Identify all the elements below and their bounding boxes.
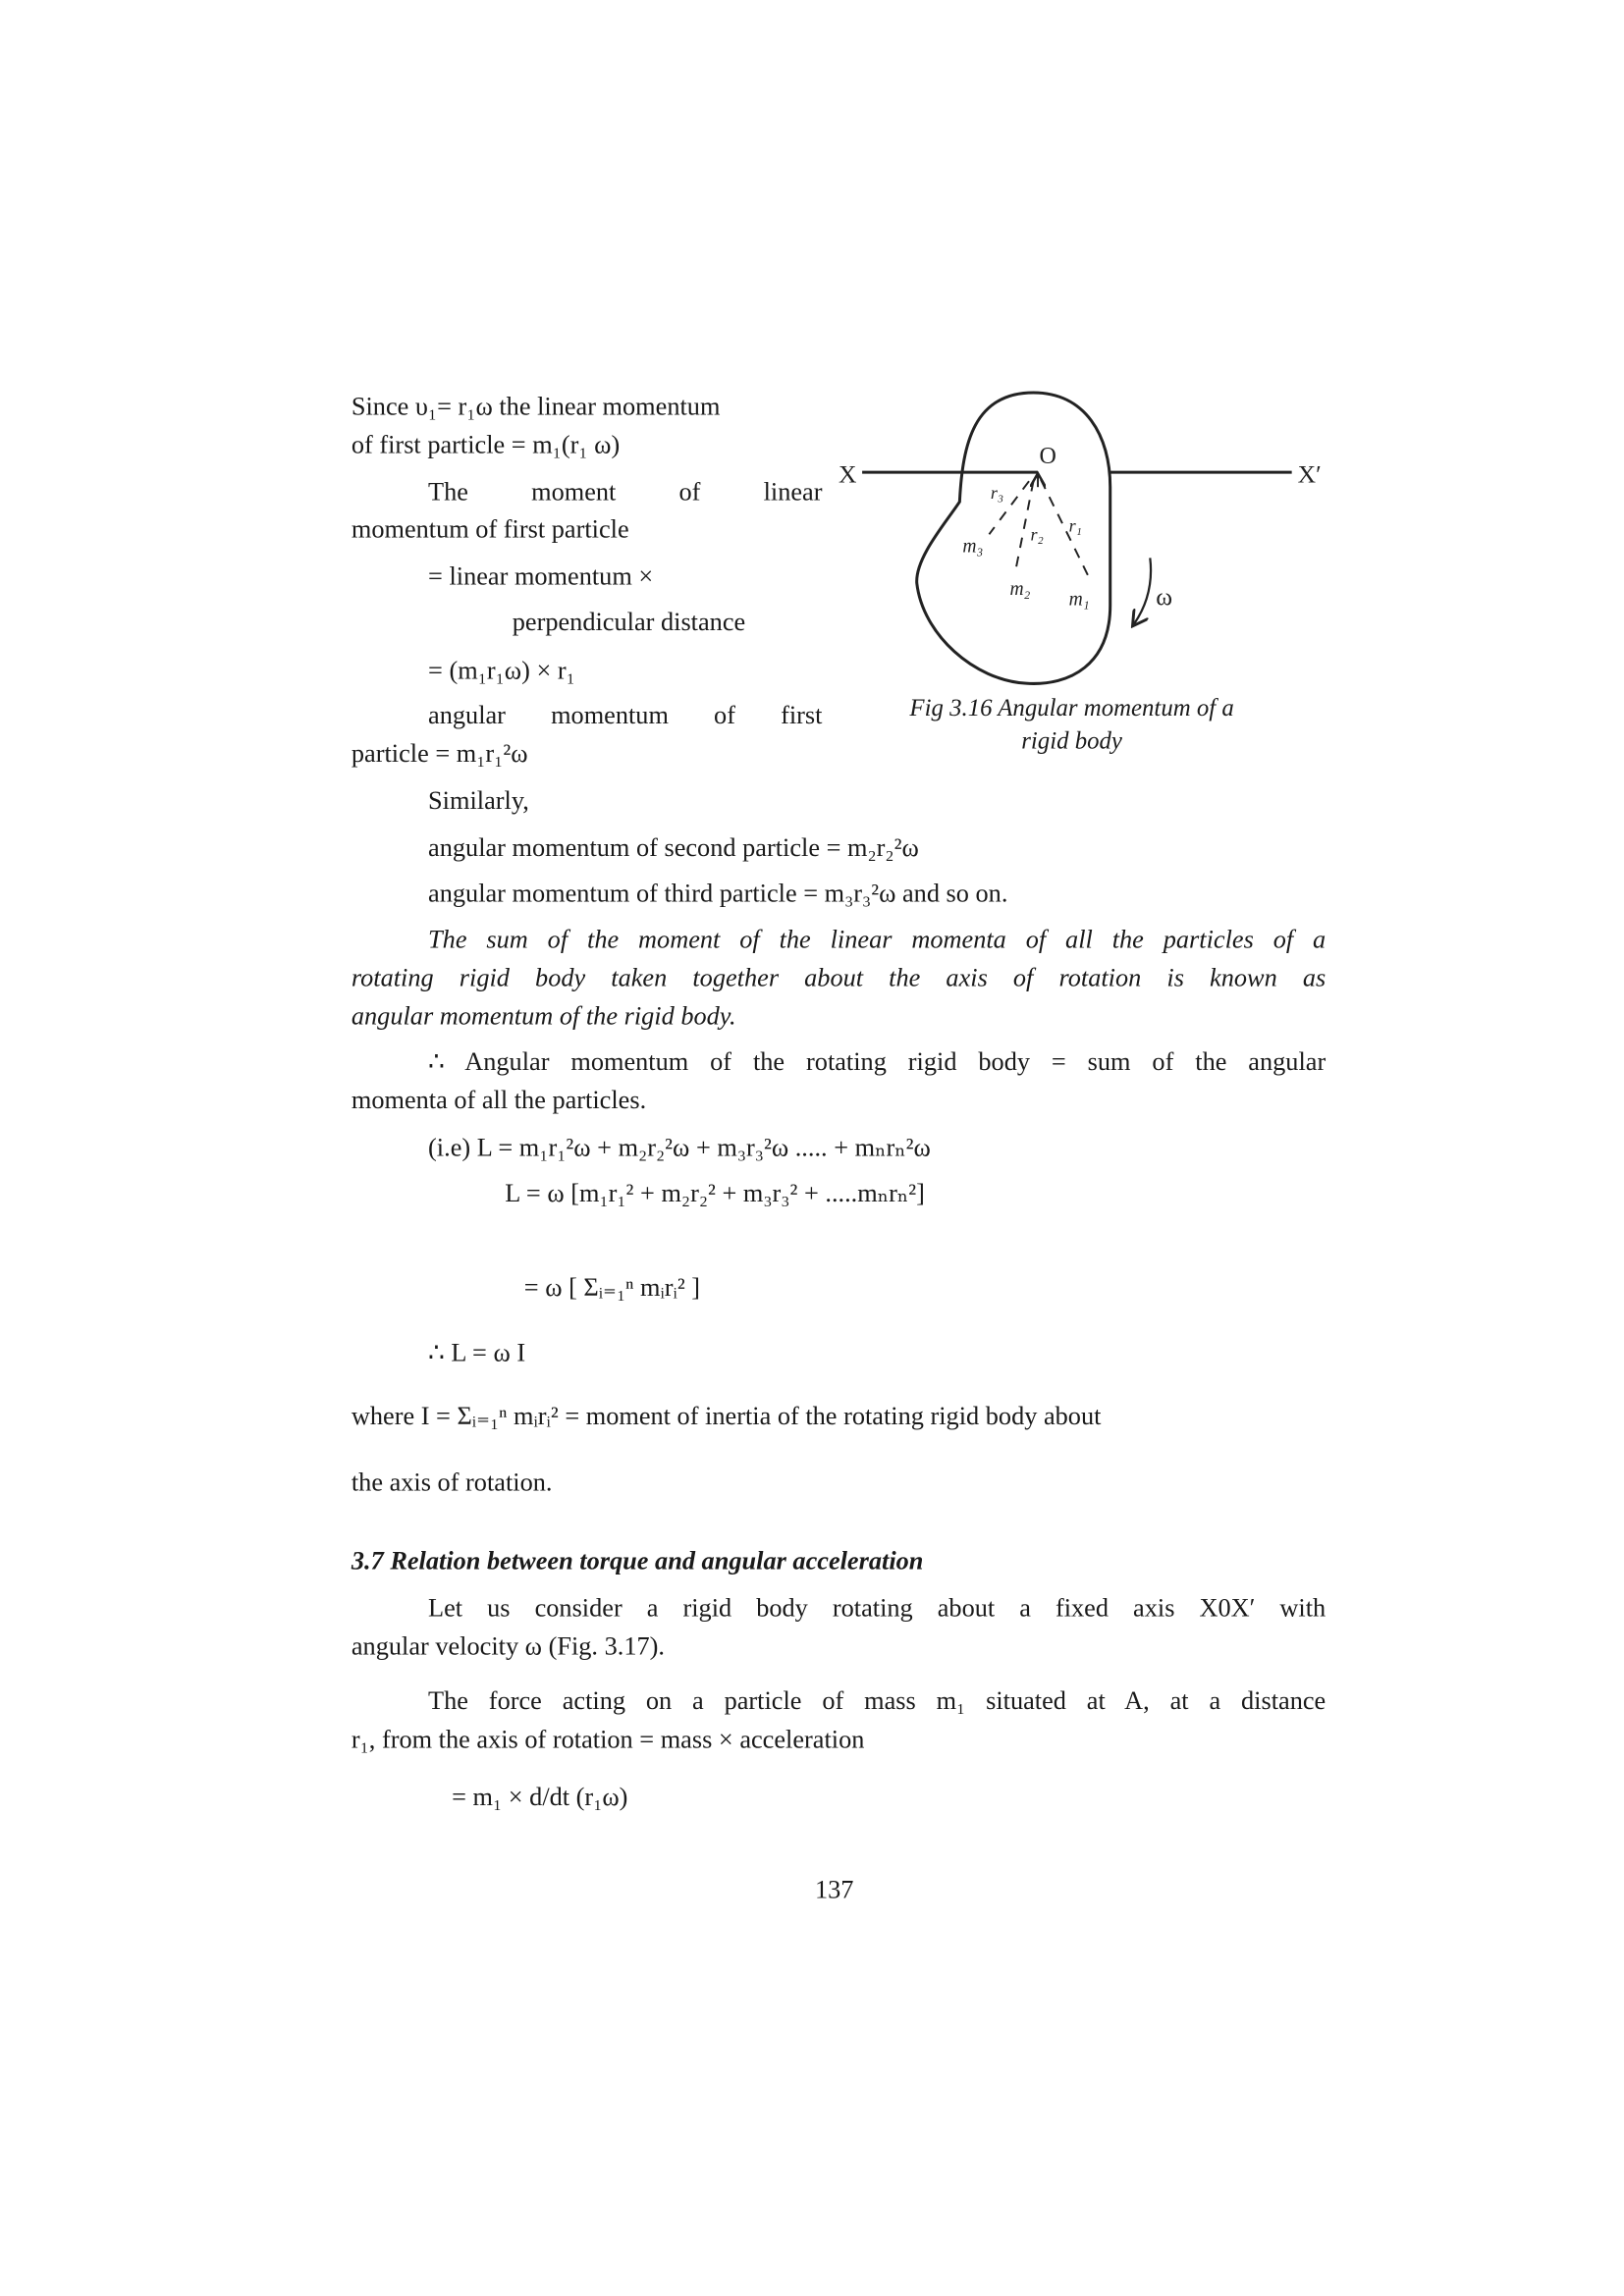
equation: = m₁ × d/dt (r₁ω) [452,1781,628,1811]
label-m3: m₃ [962,536,984,558]
label-r2: r₂ [1030,524,1044,545]
figure-caption: rigid body [1021,725,1122,755]
label-m1: m₁ [1068,589,1090,611]
text-line: momentum of first particle [351,513,629,544]
text-line: The moment of linear [428,476,823,507]
text-line: angular momentum of third particle = m₃r₃²ω and so on. [428,878,1008,908]
label-m2: m₂ [1009,578,1031,600]
equation: = ω [ Σᵢ₌₁ⁿ mᵢrᵢ² ] [523,1272,701,1303]
text-line: momenta of all the particles. [351,1085,647,1115]
label-x-prime: X′ [1297,459,1322,489]
label-r1: r₁ [1068,515,1082,536]
label-o: O [1039,444,1056,470]
text-line: particle = m₁r₁²ω [351,737,528,768]
label-x: X [839,459,857,489]
text-line: where I = Σᵢ₌₁ⁿ mᵢrᵢ² = moment of inertia of the rotating rigid body about [351,1400,1102,1430]
figure-caption: Fig 3.16 Angular momentum of a [909,693,1234,722]
section-heading: 3.7 Relation between torque and angular acceleration [351,1545,924,1575]
equation: ∴ L = ω I [428,1337,526,1367]
text-line: angular velocity ω (Fig. 3.17). [351,1630,665,1661]
label-omega: ω [1156,582,1173,612]
equation: (i.e) L = m₁r₁²ω + m₂r₂²ω + m₃r₃²ω ..... + mₙrₙ²ω [428,1132,931,1162]
text-line: Similarly, [428,784,529,815]
text-line: Since υ₁= r₁ω the linear momentum [351,391,721,421]
text-line: angular momentum of first [428,699,823,729]
text-line: The force acting on a particle of mass m₁ situated at A, at a distance [428,1685,1326,1716]
definition-line: rotating rigid body taken together about the axis of rotation is known as [351,962,1326,992]
rotation-arrow [1134,558,1151,624]
equation: L = ω [m₁r₁² + m₂r₂² + m₃r₃² + .....mₙrₙ²] [505,1177,925,1207]
definition-line: angular momentum of the rigid body. [351,1000,736,1031]
text-line: perpendicular distance [512,606,746,637]
r1-line [1041,480,1090,579]
text-line: Let us consider a rigid body rotating about a fixed axis X0X′ with [428,1592,1326,1623]
page-number: 137 [814,1874,854,1904]
text-line: ∴ Angular momentum of the rotating rigid body = sum of the angular [428,1046,1326,1077]
rigid-body-outline [917,393,1110,683]
text-line: angular momentum of second particle = m₂r₂²ω [428,832,919,863]
text-line: = (m₁r₁ω) × r₁ [428,655,575,685]
text-line: r₁, from the axis of rotation = mass × acceleration [351,1724,865,1754]
text-line: = linear momentum × [428,561,654,591]
text-line: of first particle = m₁(r₁ ω) [351,429,621,459]
definition-line: The sum of the moment of the linear momenta of all the particles of a [428,924,1326,954]
text-line: the axis of rotation. [351,1467,553,1497]
label-r3: r₃ [990,483,1004,504]
